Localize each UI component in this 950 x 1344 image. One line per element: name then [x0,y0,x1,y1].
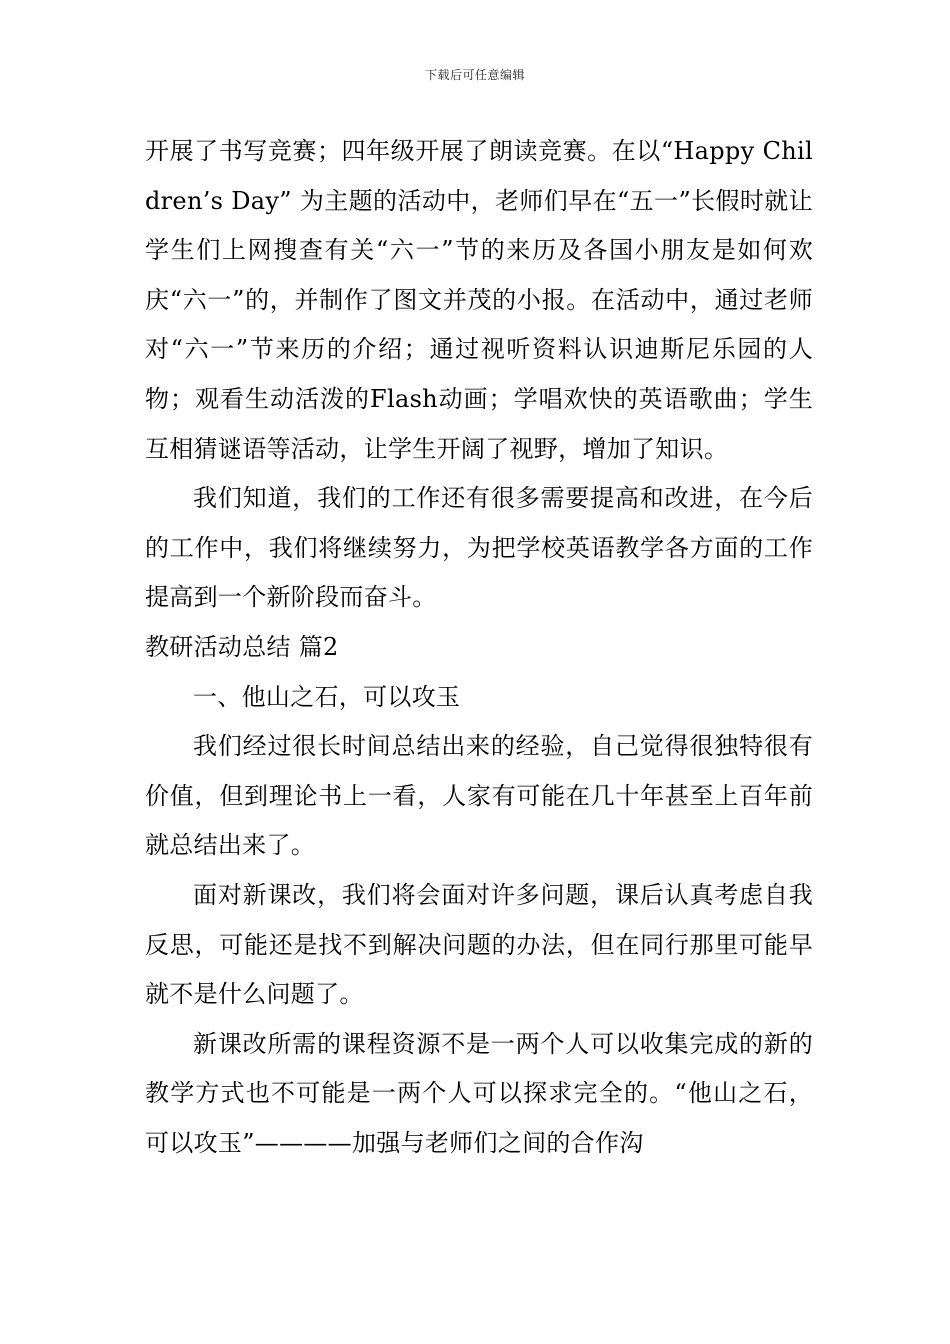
paragraph: 我们经过很长时间总结出来的经验，自己觉得很独特很有价值，但到理论书上一看，人家有可能在几十年甚至上百年前就总结出来了。 [145,732,813,860]
page-header: 下载后可任意编辑 [424,68,525,82]
section-heading: 教研活动总结 篇2 [145,632,339,661]
paragraph: 新课改所需的课程资源不是一两个人可以收集完成的新的教学方式也不可能是一两个人可以探求完全的。“他山之石，可以攻玉”————加强与老师们之间的合作沟 [145,1029,813,1157]
paragraph: 面对新课改，我们将会面对许多问题，课后认真考虑自我反思，可能还是找不到解决问题的办法，但在同行那里可能早就不是什么问题了。 [145,880,813,1009]
paragraph-continuation: 开展了书写竞赛；四年级开展了朗读竞赛。在以“Happy Children’s Day” 为主题的活动中，老师们早在“五一”长假时就让学生们上网搜查有关“六一”节的来历及各国小朋友是如何欢庆“六一”的，并制作了图文并茂的小报。在活动中，通过老师对“六一”节来历的介绍；通过视听资料认识迪斯尼乐园的人物；观看生动活泼的Flash动画；学唱欢快的英语歌曲；学生互相猜谜语等活动，让学生开阔了视野，增加了知识。 [145,137,813,463]
subsection-heading: 一、他山之石，可以攻玉 [193,682,461,711]
paragraph: 我们知道，我们的工作还有很多需要提高和改进，在今后的工作中，我们将继续努力，为把学校英语教学各方面的工作提高到一个新阶段而奋斗。 [145,484,813,612]
document-body [145,127,813,1168]
